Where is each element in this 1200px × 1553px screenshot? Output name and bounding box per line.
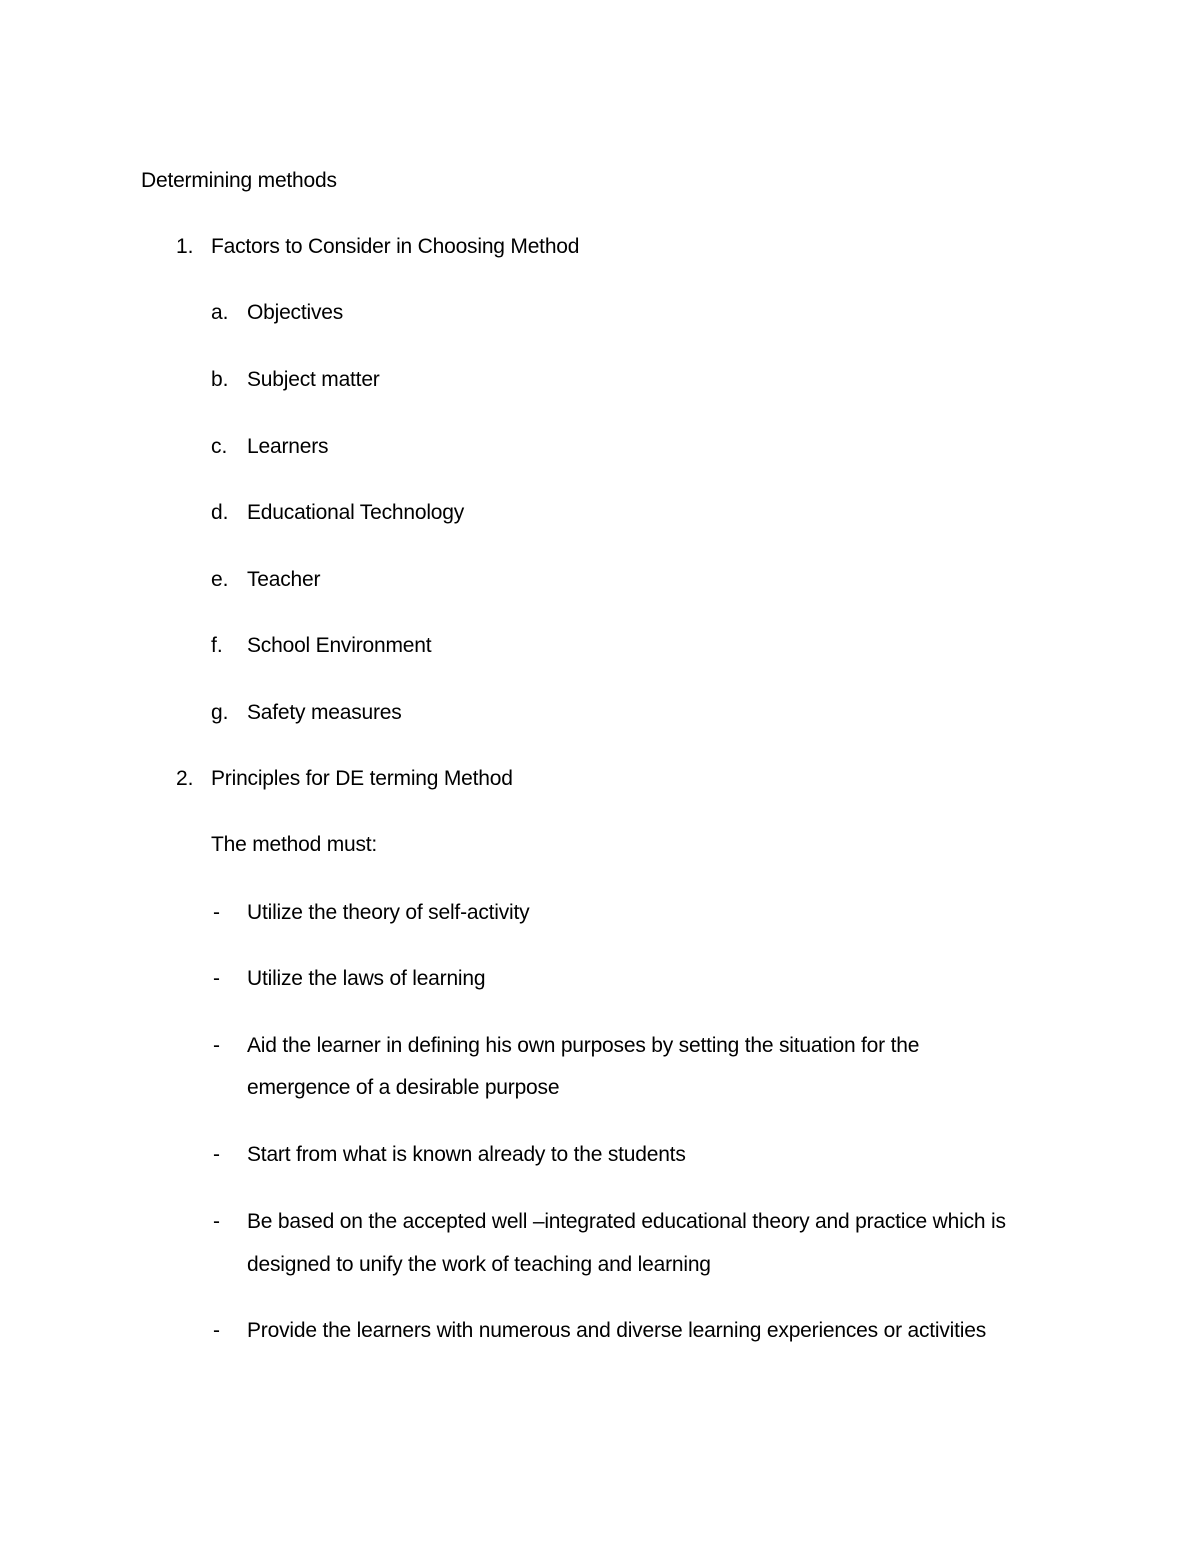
list-item-marker: d.: [211, 501, 229, 524]
bullet-marker: -: [213, 1143, 220, 1166]
bullet-marker: -: [213, 1319, 220, 1342]
list-item-marker: a.: [211, 301, 229, 324]
bullet-item: Be based on the accepted well –integrated educational theory and practice which is: [247, 1210, 1006, 1233]
list-item-marker: g.: [211, 701, 229, 724]
list-item: Learners: [247, 435, 329, 458]
bullet-item-continuation: emergence of a desirable purpose: [247, 1076, 560, 1099]
bullet-marker: -: [213, 1210, 220, 1233]
list-item: Educational Technology: [247, 501, 465, 524]
list-item: School Environment: [247, 634, 432, 657]
bullet-marker: -: [213, 901, 220, 924]
list-item: Teacher: [247, 568, 321, 591]
page-title: Determining methods: [141, 169, 337, 192]
section-2-heading: Principles for DE terming Method: [211, 767, 513, 790]
list-item: Subject matter: [247, 368, 380, 391]
list-item-marker: f.: [211, 634, 223, 657]
bullet-item: Utilize the theory of self-activity: [247, 901, 530, 924]
section-2-intro: The method must:: [211, 833, 378, 856]
bullet-item-continuation: designed to unify the work of teaching and learning: [247, 1253, 711, 1276]
list-item-marker: c.: [211, 435, 228, 458]
bullet-item: Provide the learners with numerous and diverse learning experiences or activities: [247, 1319, 987, 1342]
bullet-item: Aid the learner in defining his own purposes by setting the situation for the: [247, 1034, 920, 1057]
section-1-number: 1.: [176, 235, 194, 258]
bullet-item: Utilize the laws of learning: [247, 967, 486, 990]
list-item: Safety measures: [247, 701, 402, 724]
list-item-marker: e.: [211, 568, 229, 591]
list-item-marker: b.: [211, 368, 229, 391]
section-2-number: 2.: [176, 767, 194, 790]
section-1-heading: Factors to Consider in Choosing Method: [211, 235, 580, 258]
list-item: Objectives: [247, 301, 344, 324]
bullet-item: Start from what is known already to the students: [247, 1143, 686, 1166]
bullet-marker: -: [213, 1034, 220, 1057]
bullet-marker: -: [213, 967, 220, 990]
